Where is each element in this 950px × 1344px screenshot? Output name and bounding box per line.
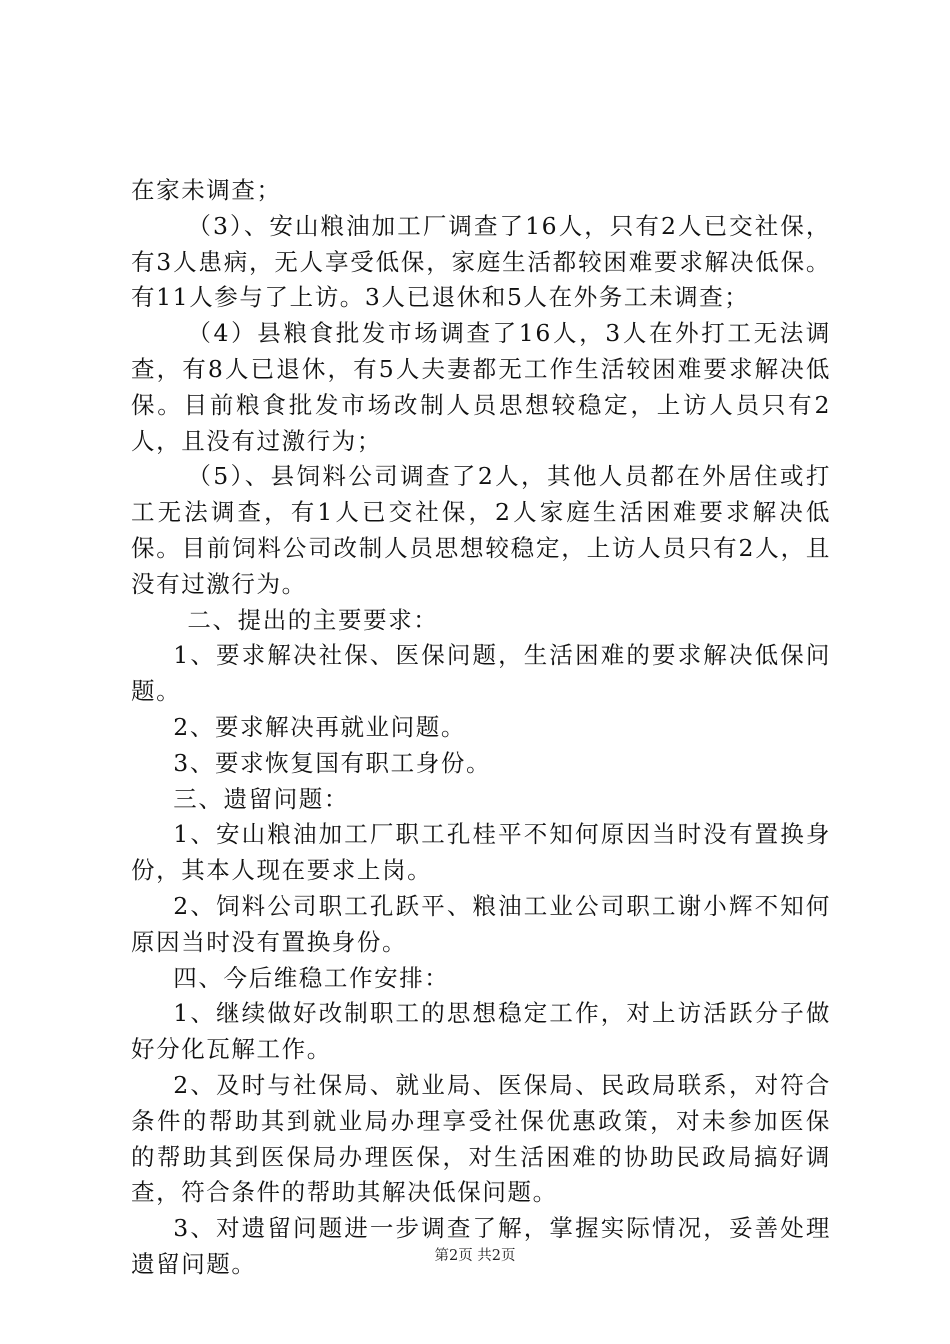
requirement-item-3: 3、要求恢复国有职工身份。 [173,748,492,777]
document-body [131,173,831,1283]
paragraph-item-3: （3）、安山粮油加工厂调查了16人，只有2人已交社保，有3人患病，无人享受低保，家庭生活都较困难要求解决低保。有11人参与了上访。3人已退休和5人在外务工未调查； [131,211,831,312]
section-heading-legacy-issues: 三、遗留问题： [173,784,349,813]
requirement-item-1: 1、要求解决社保、医保问题，生活困难的要求解决低保问题。 [131,641,831,706]
legacy-issue-item-1: 1、安山粮油加工厂职工孔桂平不知何原因当时没有置换身份，其本人现在要求上岗。 [131,820,831,885]
paragraph-continuation: 在家未调查； [131,176,282,204]
paragraph-item-4: （4）县粮食批发市场调查了16人，3人在外打工无法调查，有8人已退休，有5人夫妻都无工作生活较困难要求解决低保。目前粮食批发市场改制人员思想较稳定，上访人员只有2人，且没有过激行为； [131,319,831,455]
future-work-item-1: 1、继续做好改制职工的思想稳定工作，对上访活跃分子做好分化瓦解工作。 [131,999,831,1064]
future-work-item-3: 3、对遗留问题进一步调查了解，掌握实际情况，妥善处理遗留问题。 [131,1214,831,1278]
section-heading-requirements: 二、提出的主要要求： [187,605,439,634]
page-number-footer: 第2页 共2页 [434,1248,516,1264]
legacy-issue-item-2: 2、饲料公司职工孔跃平、粮油工业公司职工谢小辉不知何原因当时没有置换身份。 [131,891,831,956]
section-heading-future-work: 四、今后维稳工作安排： [173,963,450,992]
future-work-item-2: 2、及时与社保局、就业局、医保局、民政局联系，对符合条件的帮助其到就业局办理享受社保优惠政策，对未参加医保的帮助其到医保局办理医保，对生活困难的协助民政局搞好调查，符合条件的帮助其解决低保问题。 [131,1070,831,1207]
paragraph-item-5: （5）、县饲料公司调查了2人，其他人员都在外居住或打工无法调查，有1人已交社保，2人家庭生活困难要求解决低保。目前饲料公司改制人员思想较稳定，上访人员只有2人，且没有过激行为。 [131,462,831,598]
requirement-item-2: 2、要求解决再就业问题。 [173,712,466,741]
